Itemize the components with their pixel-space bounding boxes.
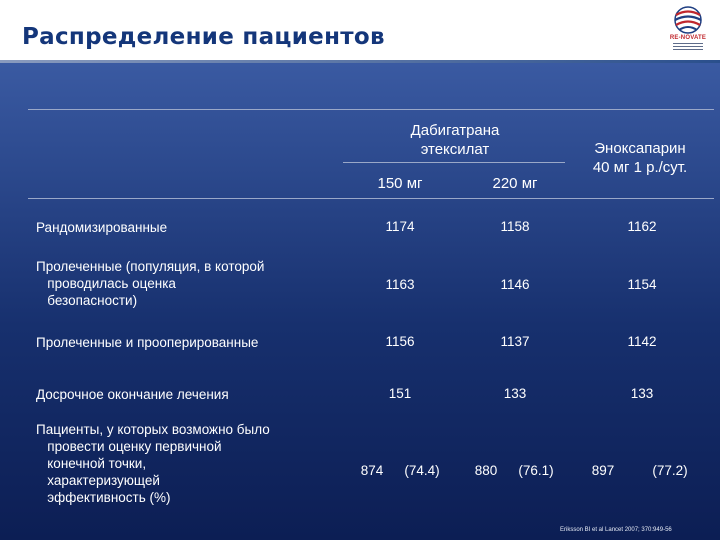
table-panel: [0, 63, 720, 540]
logo-text: RE-NOVATE: [669, 35, 707, 41]
table-cell: 133: [630, 386, 654, 401]
column-150mg: 150 мг: [377, 175, 423, 192]
row-label-treated-operated: Пролеченные и прооперированные: [36, 335, 259, 350]
slide-header: [0, 0, 720, 62]
table-cell: 1142: [627, 334, 657, 349]
column-220mg: 220 мг: [492, 175, 538, 192]
table-top-rule: [28, 109, 714, 110]
table-cell: 1158: [500, 219, 530, 234]
table-cell: 1156: [385, 334, 415, 349]
table-cell: 1154: [627, 277, 657, 292]
column-group-dabigatran: Дабигатрана этексилат: [410, 122, 500, 158]
row-label-efficacy-evaluable: Пациенты, у которых возможно было провести оценку первичной конечной точки, характеризующей эффективность (%): [36, 422, 270, 505]
table-cell: 880: [474, 463, 498, 478]
table-cell: (74.4): [404, 463, 440, 478]
table-cell: 1137: [500, 334, 530, 349]
table-cell: 133: [503, 386, 527, 401]
logo-decoration: [673, 43, 703, 52]
table-cell: 1174: [385, 219, 415, 234]
source-citation: Eriksson BI et al Lancet 2007; 370:949-56: [560, 527, 672, 533]
header-bottom-rule: [28, 198, 714, 199]
table-cell: 1163: [385, 277, 415, 292]
slide-title: Распределение пациентов: [22, 24, 385, 50]
table-cell: (76.1): [518, 463, 554, 478]
globe-icon: [664, 4, 712, 36]
row-label-early-termination: Досрочное окончание лечения: [36, 387, 229, 402]
table-cell: 897: [591, 463, 615, 478]
renovate-logo: [664, 4, 712, 58]
table-cell: 1146: [500, 277, 530, 292]
table-cell: 874: [360, 463, 384, 478]
table-cell: 151: [388, 386, 412, 401]
row-label-treated-safety: Пролеченные (популяция, в которой проводилась оценка безопасности): [36, 259, 265, 308]
table-cell: (77.2): [652, 463, 688, 478]
group-underline: [343, 162, 565, 163]
row-label-randomized: Рандомизированные: [36, 220, 168, 235]
table-cell: 1162: [627, 219, 657, 234]
column-enoxaparin: Эноксапарин 40 мг 1 р./сут.: [592, 140, 688, 176]
